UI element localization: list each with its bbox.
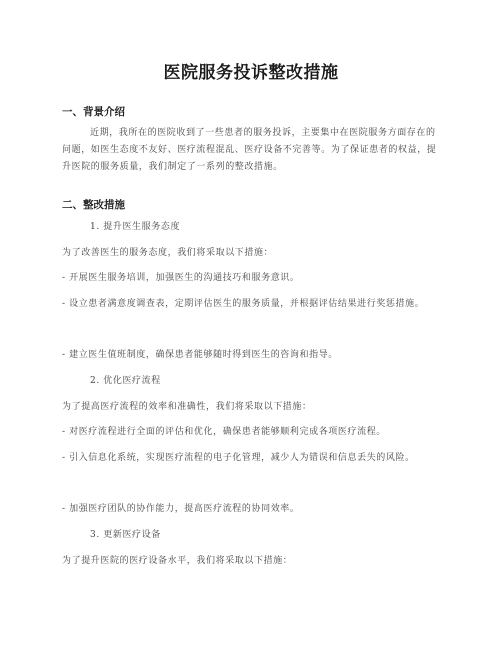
measure-3-intro: 为了提升医院的医疗设备水平，我们将采取以下措施： <box>62 556 293 566</box>
background-paragraph: 近期，我所在的医院收到了一些患者的服务投诉，主要集中在医院服务方面存在的问题，如医生态度不友好、医疗流程混乱、医疗设备不完善等。为了保证患者的权益，提升医院的服务质量，我们制定了一系列的整改措施。 <box>62 128 437 172</box>
measure-1-item-3: - 建立医生值班制度，确保患者能够随时得到医生的咨询和指导。 <box>62 350 338 360</box>
measure-1-title: 1. 提升医生服务态度 <box>90 222 181 232</box>
measure-1-item-1: - 开展医生服务培训，加强医生的沟通技巧和服务意识。 <box>62 273 300 283</box>
section-heading-measures: 二、整改措施 <box>62 199 125 211</box>
measure-3-title: 3. 更新医疗设备 <box>90 530 161 540</box>
measure-2-item-2: - 引入信息化系统，实现医疗流程的电子化管理，减少人为错误和信息丢失的风险。 <box>62 453 415 463</box>
measure-2-item-3: - 加强医疗团队的协作能力，提高医疗流程的协同效率。 <box>62 504 300 514</box>
measure-2-intro: 为了提高医疗流程的效率和准确性，我们将采取以下措施： <box>62 402 312 412</box>
measure-1-item-2: - 设立患者满意度调查表，定期评估医生的服务质量，并根据评估结果进行奖惩措施。 <box>62 299 425 309</box>
measure-1-intro: 为了改善医生的服务态度，我们将采取以下措施： <box>62 248 274 258</box>
document-title: 医院服务投诉整改措施 <box>163 63 339 83</box>
measure-2-item-1: - 对医疗流程进行全面的评估和优化，确保患者能够顺利完成各项医疗流程。 <box>62 427 386 437</box>
section-heading-background: 一、背景介绍 <box>62 106 125 118</box>
measure-2-title: 2. 优化医疗流程 <box>90 376 161 386</box>
